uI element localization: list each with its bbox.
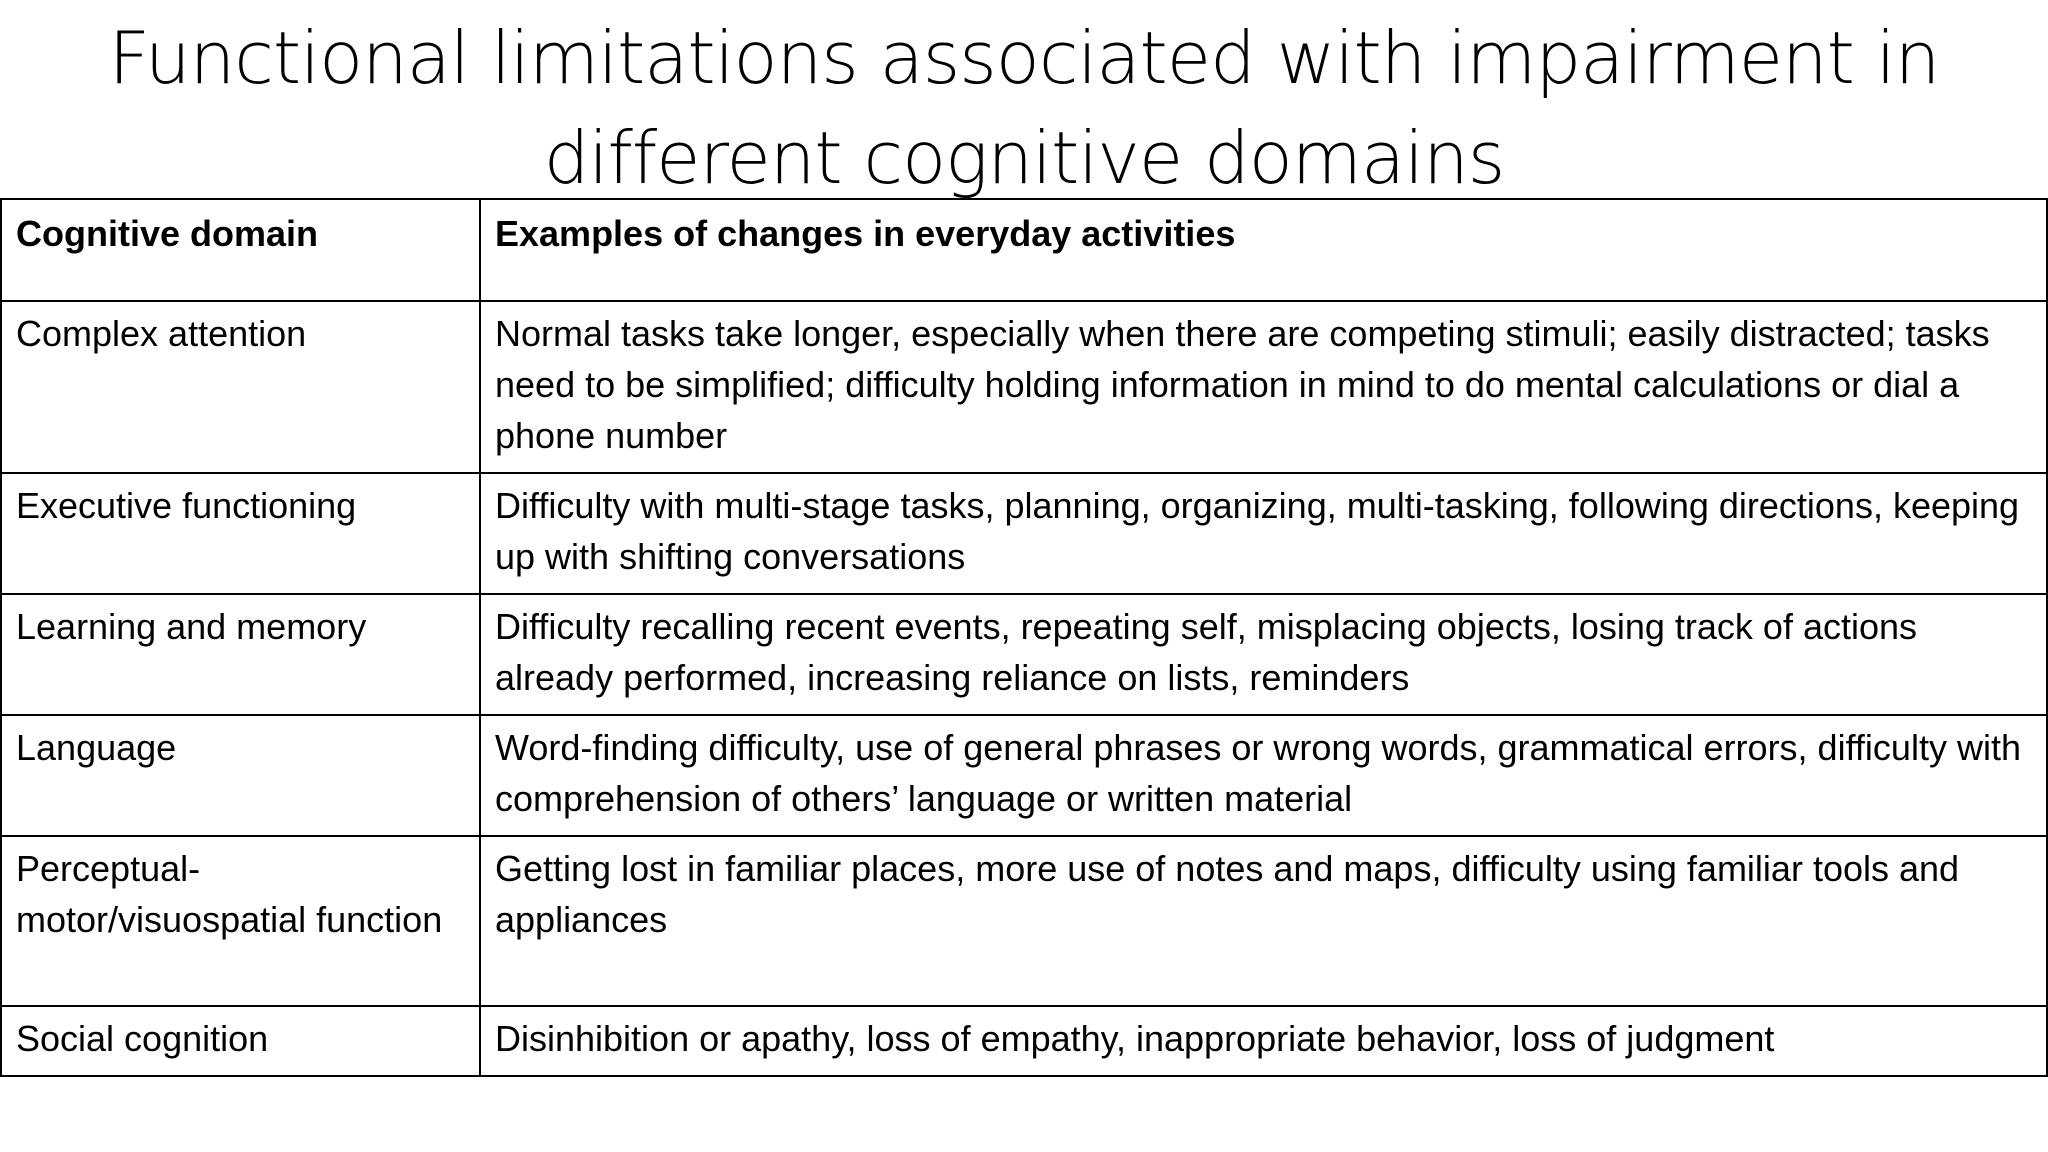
cell-domain: Executive functioning xyxy=(1,473,480,594)
cell-domain: Perceptual-motor/visuospatial function xyxy=(1,836,480,1006)
cell-examples: Difficulty with multi-stage tasks, planning, organizing, multi-tasking, following directions, keeping up with shifting conversations xyxy=(480,473,2047,594)
slide-title-line-2: different cognitive domains xyxy=(543,116,1505,200)
cell-examples: Getting lost in familiar places, more use of notes and maps, difficulty using familiar tools and appliances xyxy=(480,836,2047,1006)
cell-domain: Complex attention xyxy=(1,301,480,473)
table-header-row xyxy=(1,199,2047,301)
slide-title xyxy=(0,8,2048,208)
cell-examples: Disinhibition or apathy, loss of empathy, inappropriate behavior, loss of judgment xyxy=(480,1006,2047,1076)
table-row xyxy=(1,473,2047,594)
header-cognitive-domain: Cognitive domain xyxy=(1,199,480,301)
table-row xyxy=(1,301,2047,473)
table-row xyxy=(1,836,2047,1006)
cell-domain: Language xyxy=(1,715,480,836)
cell-domain: Social cognition xyxy=(1,1006,480,1076)
table-row xyxy=(1,715,2047,836)
cell-examples: Difficulty recalling recent events, repeating self, misplacing objects, losing track of actions already performed, increasing reliance on lists, reminders xyxy=(480,594,2047,715)
header-examples: Examples of changes in everyday activities xyxy=(480,199,2047,301)
cognitive-domains-table xyxy=(0,198,2048,1077)
table-row xyxy=(1,1006,2047,1076)
table-row xyxy=(1,594,2047,715)
cell-domain: Learning and memory xyxy=(1,594,480,715)
table-container xyxy=(0,198,2048,1077)
cell-examples: Word-finding difficulty, use of general phrases or wrong words, grammatical errors, difficulty with comprehension of others’ language or written material xyxy=(480,715,2047,836)
slide-title-line-1: Functional limitations associated with impairment in xyxy=(108,16,1940,100)
cell-examples: Normal tasks take longer, especially when there are competing stimuli; easily distracted; tasks need to be simplified; difficulty holding information in mind to do mental calculations or dial a phone number xyxy=(480,301,2047,473)
